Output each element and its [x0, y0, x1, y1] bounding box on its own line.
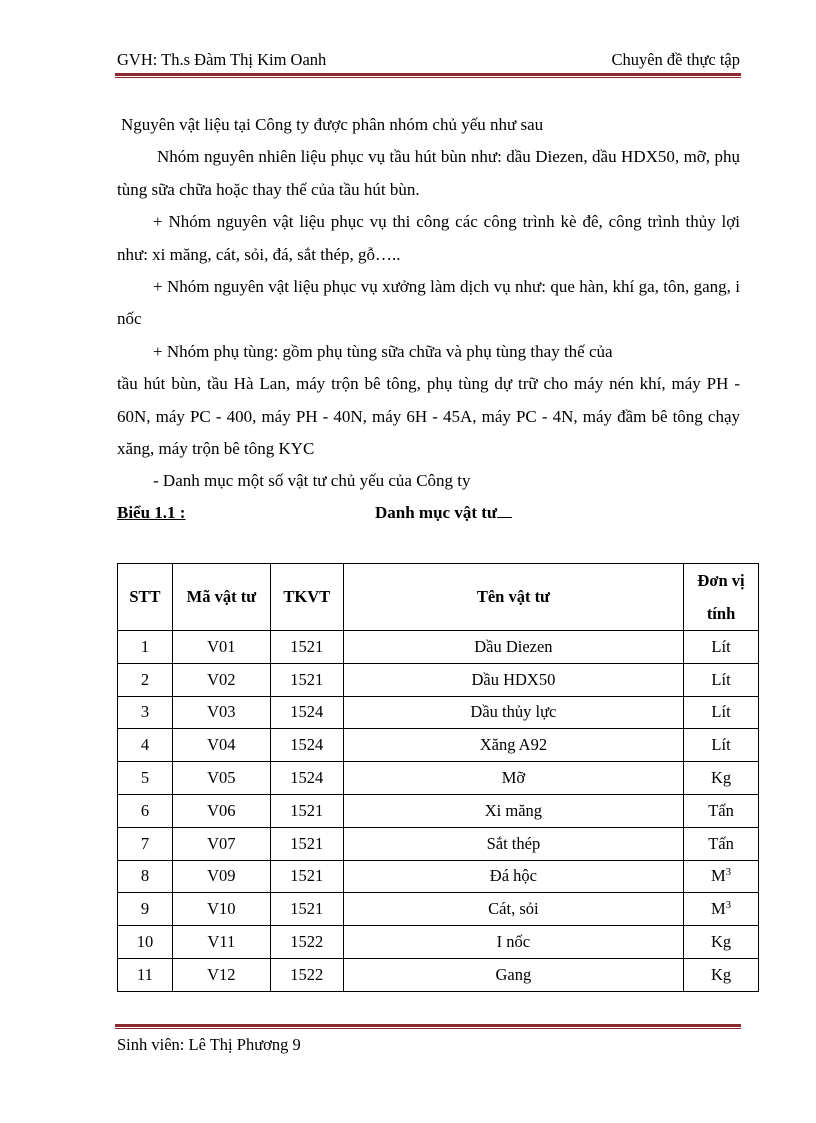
header-name: Tên vật tư — [343, 564, 683, 631]
intro-paragraph: Nguyên vật liệu tại Công ty được phân nhóm chủ yếu như sau — [121, 115, 544, 134]
spare-parts-paragraph: + Nhóm phụ tùng: gồm phụ tùng sữa chữa và phụ tùng thay thế của — [153, 341, 613, 361]
caption-title: Danh mục vật tư — [375, 503, 512, 523]
footer-rule — [115, 1024, 741, 1029]
table-row: 2 V02 1521 Dầu HDX50 Lít — [118, 663, 759, 696]
header-rule — [115, 73, 741, 78]
workshop-group-paragraph: + Nhóm nguyên vật liệu phục vụ xưởng làm dịch vụ như: que hàn, khí ga, tôn, gang, i nốc — [117, 277, 740, 329]
page-footer: Sinh viên: Lê Thị Phương 9 — [117, 1035, 301, 1054]
catalog-intro-paragraph: - Danh mục một số vật tư chủ yếu của Công ty — [153, 471, 471, 491]
table-row: 4 V04 1524 Xăng A92 Lít — [118, 729, 759, 762]
fuel-group-paragraph: Nhóm nguyên nhiên liệu phục vụ tầu hút bùn như: dầu Diezen, dầu HDX50, mỡ, phụ tùng sữa chữa hoặc thay thế của tầu hút bùn. — [117, 147, 740, 199]
page-header — [117, 50, 740, 72]
materials-table — [117, 563, 759, 992]
table-row: 3 V03 1524 Dầu thủy lực Lít — [118, 696, 759, 729]
table-row: 10 V11 1522 I nốc Kg — [118, 926, 759, 959]
table-row: 9 V10 1521 Cát, sỏi $M^3$ — [118, 893, 759, 926]
table-header-row — [118, 564, 759, 631]
header-report-title: Chuyên đề thực tập — [611, 50, 740, 69]
caption-label: Biểu 1.1 : — [117, 503, 186, 522]
spare-parts-continuation: tầu hút bùn, tầu Hà Lan, máy trộn bê tông, phụ tùng dự trữ cho máy nén khí, máy PH - 60N, máy PC - 400, máy PH - 40N, máy 6H - 45A, máy PC - 4N, máy đầm bê tông chạy xăng, máy trộn bê tông KYC — [117, 374, 740, 459]
body-text — [117, 109, 740, 498]
construction-group-paragraph: + Nhóm nguyên vật liệu phục vụ thi công các công trình kè đê, công trình thủy lợi như: xi măng, cát, sỏi, đá, sắt thép, gỗ….. — [117, 212, 740, 264]
header-unit: Đơn vị tính — [684, 564, 759, 631]
table-row: 7 V07 1521 Sắt thép Tấn — [118, 827, 759, 860]
header-code: Mã vật tư — [172, 564, 270, 631]
table-row: 6 V06 1521 Xi măng Tấn — [118, 794, 759, 827]
table-row: 5 V05 1524 Mỡ Kg — [118, 762, 759, 795]
table-row: 1 V01 1521 Dầu Diezen Lít — [118, 631, 759, 664]
header-account: TKVT — [270, 564, 343, 631]
header-stt: STT — [118, 564, 173, 631]
header-supervisor: GVH: Th.s Đàm Thị Kim Oanh — [117, 50, 327, 69]
table-row: 11 V12 1522 Gang Kg — [118, 958, 759, 991]
table-row: 8 V09 1521 Đá hộc $M^3$ — [118, 860, 759, 893]
table-caption — [117, 503, 740, 529]
